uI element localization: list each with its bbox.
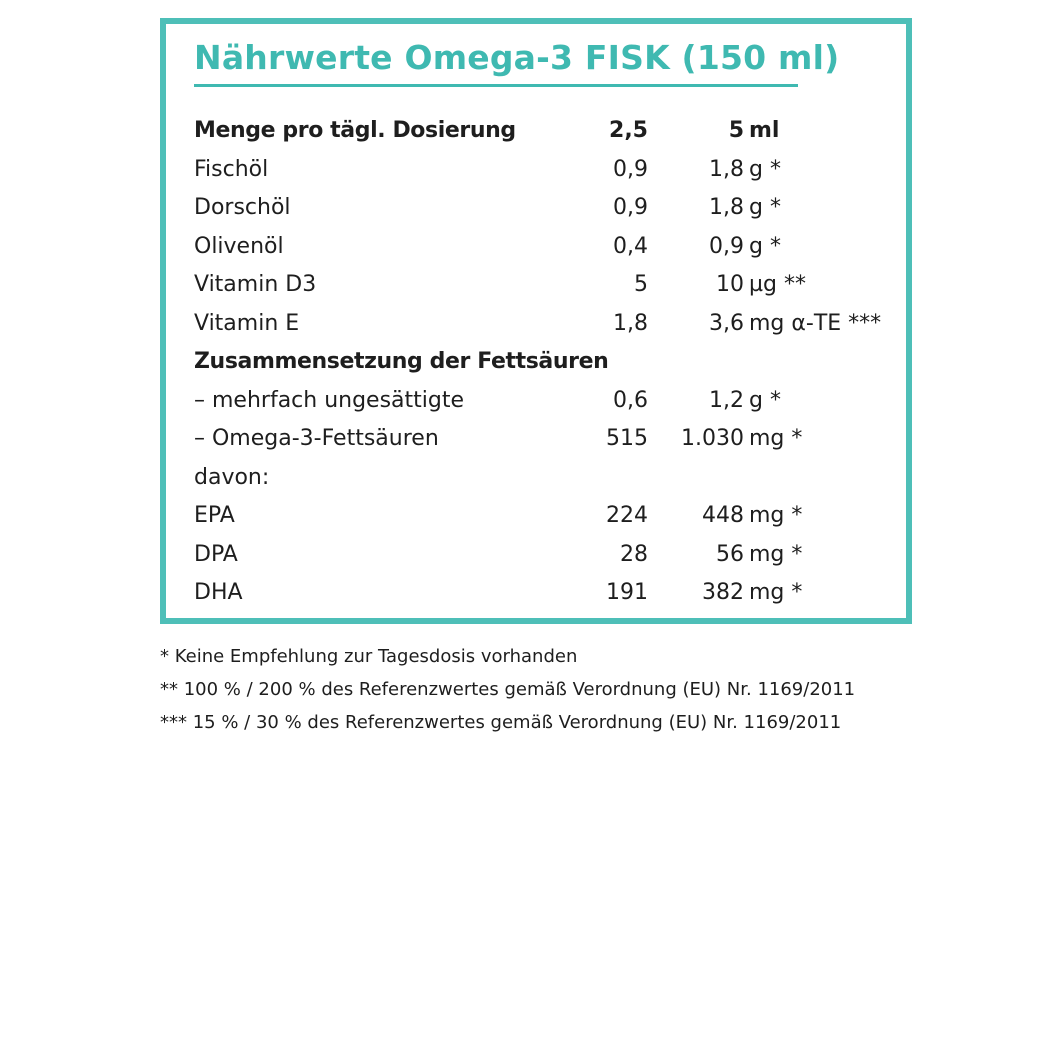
unit: µg ** [749,272,806,297]
table-row [166,343,906,382]
table-row [166,266,906,305]
nutrient-label: Fischöl [194,156,269,182]
table-row [166,305,906,344]
unit: mg * [749,541,803,567]
value-5ml: 10 [716,272,744,297]
unit: mg α-TE *** [749,310,882,336]
value-2-5ml: 5 [634,272,648,297]
value-5ml: 448 [702,503,744,528]
table-row [166,228,906,267]
table-row [166,536,906,575]
nutrient-label: EPA [194,503,235,528]
nutrient-label: DHA [194,580,243,605]
value-2-5ml: 28 [620,541,648,567]
value-5ml: 56 [716,541,744,567]
table-row [166,574,906,613]
value-2-5ml: 515 [606,426,648,451]
nutrition-table [166,112,906,613]
value-2-5ml: 0,9 [613,195,648,220]
nutrient-label: Olivenöl [194,233,284,259]
nutrient-label: DPA [194,541,238,567]
value-5ml: 1,8 [709,195,744,220]
nutrient-label: Vitamin E [194,310,300,336]
value-5ml: 1,8 [709,156,744,182]
unit: mg * [749,503,803,528]
table-row [166,151,906,190]
table-row [166,382,906,421]
nutrient-label: – mehrfach ungesättigte [194,387,465,413]
unit: mg * [749,580,803,605]
value-5ml: 1.030 [681,426,744,451]
footnote: *** 15 % / 30 % des Referenzwertes gemäß Verordnung (EU) Nr. 1169/2011 [160,712,842,733]
section-heading: Zusammensetzung der Fettsäuren [194,349,609,374]
footnote: ** 100 % / 200 % des Referenzwertes gemäß Verordnung (EU) Nr. 1169/2011 [160,679,856,700]
unit: g * [749,387,781,413]
unit: g * [749,156,781,182]
panel-title: Nährwerte Omega-3 FISK (150 ml) [194,38,840,77]
value-2-5ml: 0,4 [613,233,648,259]
table-row [166,112,906,151]
unit: g * [749,233,781,259]
nutrient-label: Menge pro tägl. Dosierung [194,118,516,143]
nutrition-panel [160,18,912,624]
table-row [166,459,906,498]
footnote: * Keine Empfehlung zur Tagesdosis vorhanden [160,646,578,667]
value-5ml: 1,2 [709,387,744,413]
table-row [166,189,906,228]
title-underline [194,84,798,87]
nutrient-label: Vitamin D3 [194,272,317,297]
value-5ml: 382 [702,580,744,605]
value-2-5ml: 1,8 [613,310,648,336]
table-row [166,420,906,459]
value-2-5ml: 0,9 [613,156,648,182]
nutrient-label: Dorschöl [194,195,291,220]
nutrient-label: davon: [194,464,270,490]
value-2-5ml: 0,6 [613,387,648,413]
unit: g * [749,195,781,220]
footnotes [160,640,1040,739]
value-5ml: 0,9 [709,233,744,259]
unit: mg * [749,426,803,451]
nutrient-label: – Omega-3-Fettsäuren [194,426,439,451]
value-5ml: 5 [728,118,744,143]
value-2-5ml: 2,5 [609,118,648,143]
value-2-5ml: 191 [606,580,648,605]
value-5ml: 3,6 [709,310,744,336]
unit: ml [749,118,780,143]
table-row [166,497,906,536]
value-2-5ml: 224 [606,503,648,528]
